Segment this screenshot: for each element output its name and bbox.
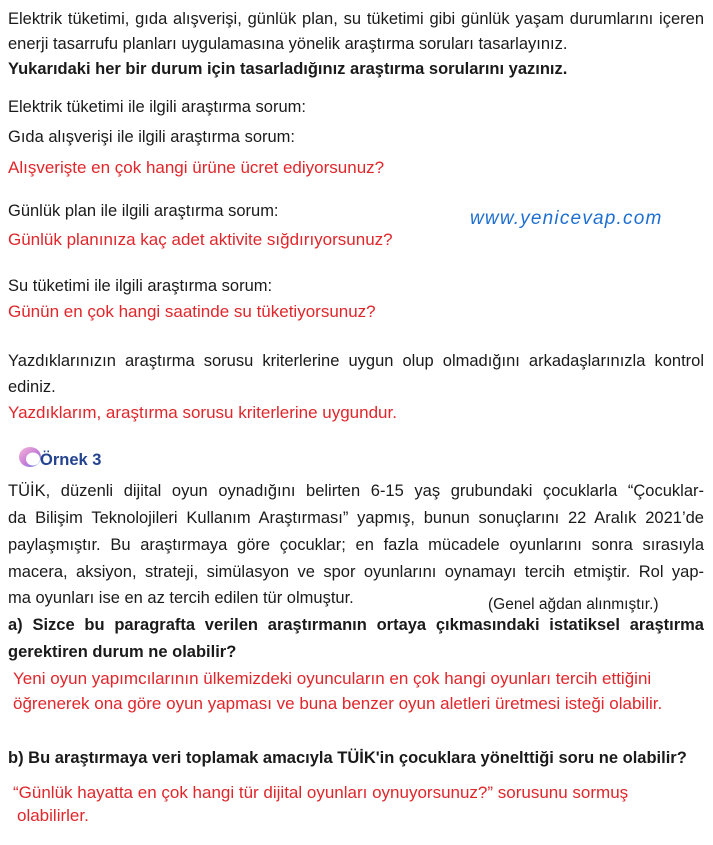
intro-line-2: enerji tasarrufu planları uygulamasına yönelik araştırma soruları tasarlayınız. <box>8 35 568 53</box>
watermark-text: www.yenicevap.com <box>470 208 663 229</box>
check-line-1: Yazdıklarınızın araştırma sorusu kriterlerine uygun olup olmadığını arkadaşlarınızla kontrol <box>8 352 704 370</box>
example-line-2: da Bilişim Teknolojileri Kullanım Araştırması” yapmış, bunun sonuçlarını 22 Aralık 2021’de <box>8 509 704 527</box>
question-a-line-2: gerektiren durum ne olabilir? <box>8 643 237 661</box>
check-line-2: ediniz. <box>8 378 56 396</box>
answer-b-line-1: “Günlük hayatta en çok hangi tür dijital oyunları oynuyorsunuz?” sorusunu sormuş <box>13 783 629 802</box>
answer-b-line-2: olabilirler. <box>17 806 89 825</box>
example-line-5: ma oyunları ise en az tercih edilen tür olmuştur. <box>8 589 354 607</box>
example-label: Örnek 3 <box>40 451 102 469</box>
answer-a-line-2: öğrenerek ona göre oyun yapması ve buna benzer oyun aletleri üretmesi isteği olabilir. <box>13 694 663 713</box>
question-a-line-1: a) Sizce bu paragrafta verilen araştırmanın ortaya çıkmasındaki istatiksel araştırma <box>8 616 704 634</box>
check-answer: Yazdıklarım, araştırma sorusu kriterlerine uygundur. <box>8 403 397 422</box>
question-b-line-1: b) Bu araştırmaya veri toplamak amacıyla TÜİK'in çocuklara yönelttiği soru ne olabilir? <box>8 749 687 767</box>
daily-prompt: Günlük plan ile ilgili araştırma sorum: <box>8 202 279 220</box>
food-answer: Alışverişte en çok hangi ürüne ücret ediyorsunuz? <box>8 158 385 177</box>
example-line-3: paylaşmıştır. Bu araştırmaya göre çocuklar; en fazla mücadele oyunlarını sonra sırasıyla <box>8 536 704 554</box>
source-note: (Genel ağdan alınmıştır.) <box>488 596 659 613</box>
water-prompt: Su tüketimi ile ilgili araştırma sorum: <box>8 277 273 295</box>
answer-a-line-1: Yeni oyun yapımcılarının ülkemizdeki oyuncuların en çok hangi oyunları tercih ettiğini <box>13 669 652 688</box>
water-answer: Günün en çok hangi saatinde su tüketiyorsunuz? <box>8 302 376 321</box>
food-prompt: Gıda alışverişi ile ilgili araştırma sorum: <box>8 128 295 146</box>
intro-line-1: Elektrik tüketimi, gıda alışverişi, günlük plan, su tüketimi gibi günlük yaşam durumlarını içeren <box>8 10 704 28</box>
instruction-text: Yukarıdaki her bir durum için tasarladığınız araştırma sorularını yazınız. <box>8 60 568 78</box>
example-line-4: macera, aksiyon, strateji, simülasyon ve spor oyunlarını oynamayı tercih etmiştir. Rol yap- <box>8 563 704 581</box>
daily-answer: Günlük planınıza kaç adet aktivite sığdırıyorsunuz? <box>8 230 393 249</box>
example-line-1: TÜİK, düzenli dijital oyun oynadığını belirten 6-15 yaş grubundaki çocuklarla “Çocuklar- <box>8 482 704 500</box>
electric-prompt: Elektrik tüketimi ile ilgili araştırma sorum: <box>8 98 306 116</box>
